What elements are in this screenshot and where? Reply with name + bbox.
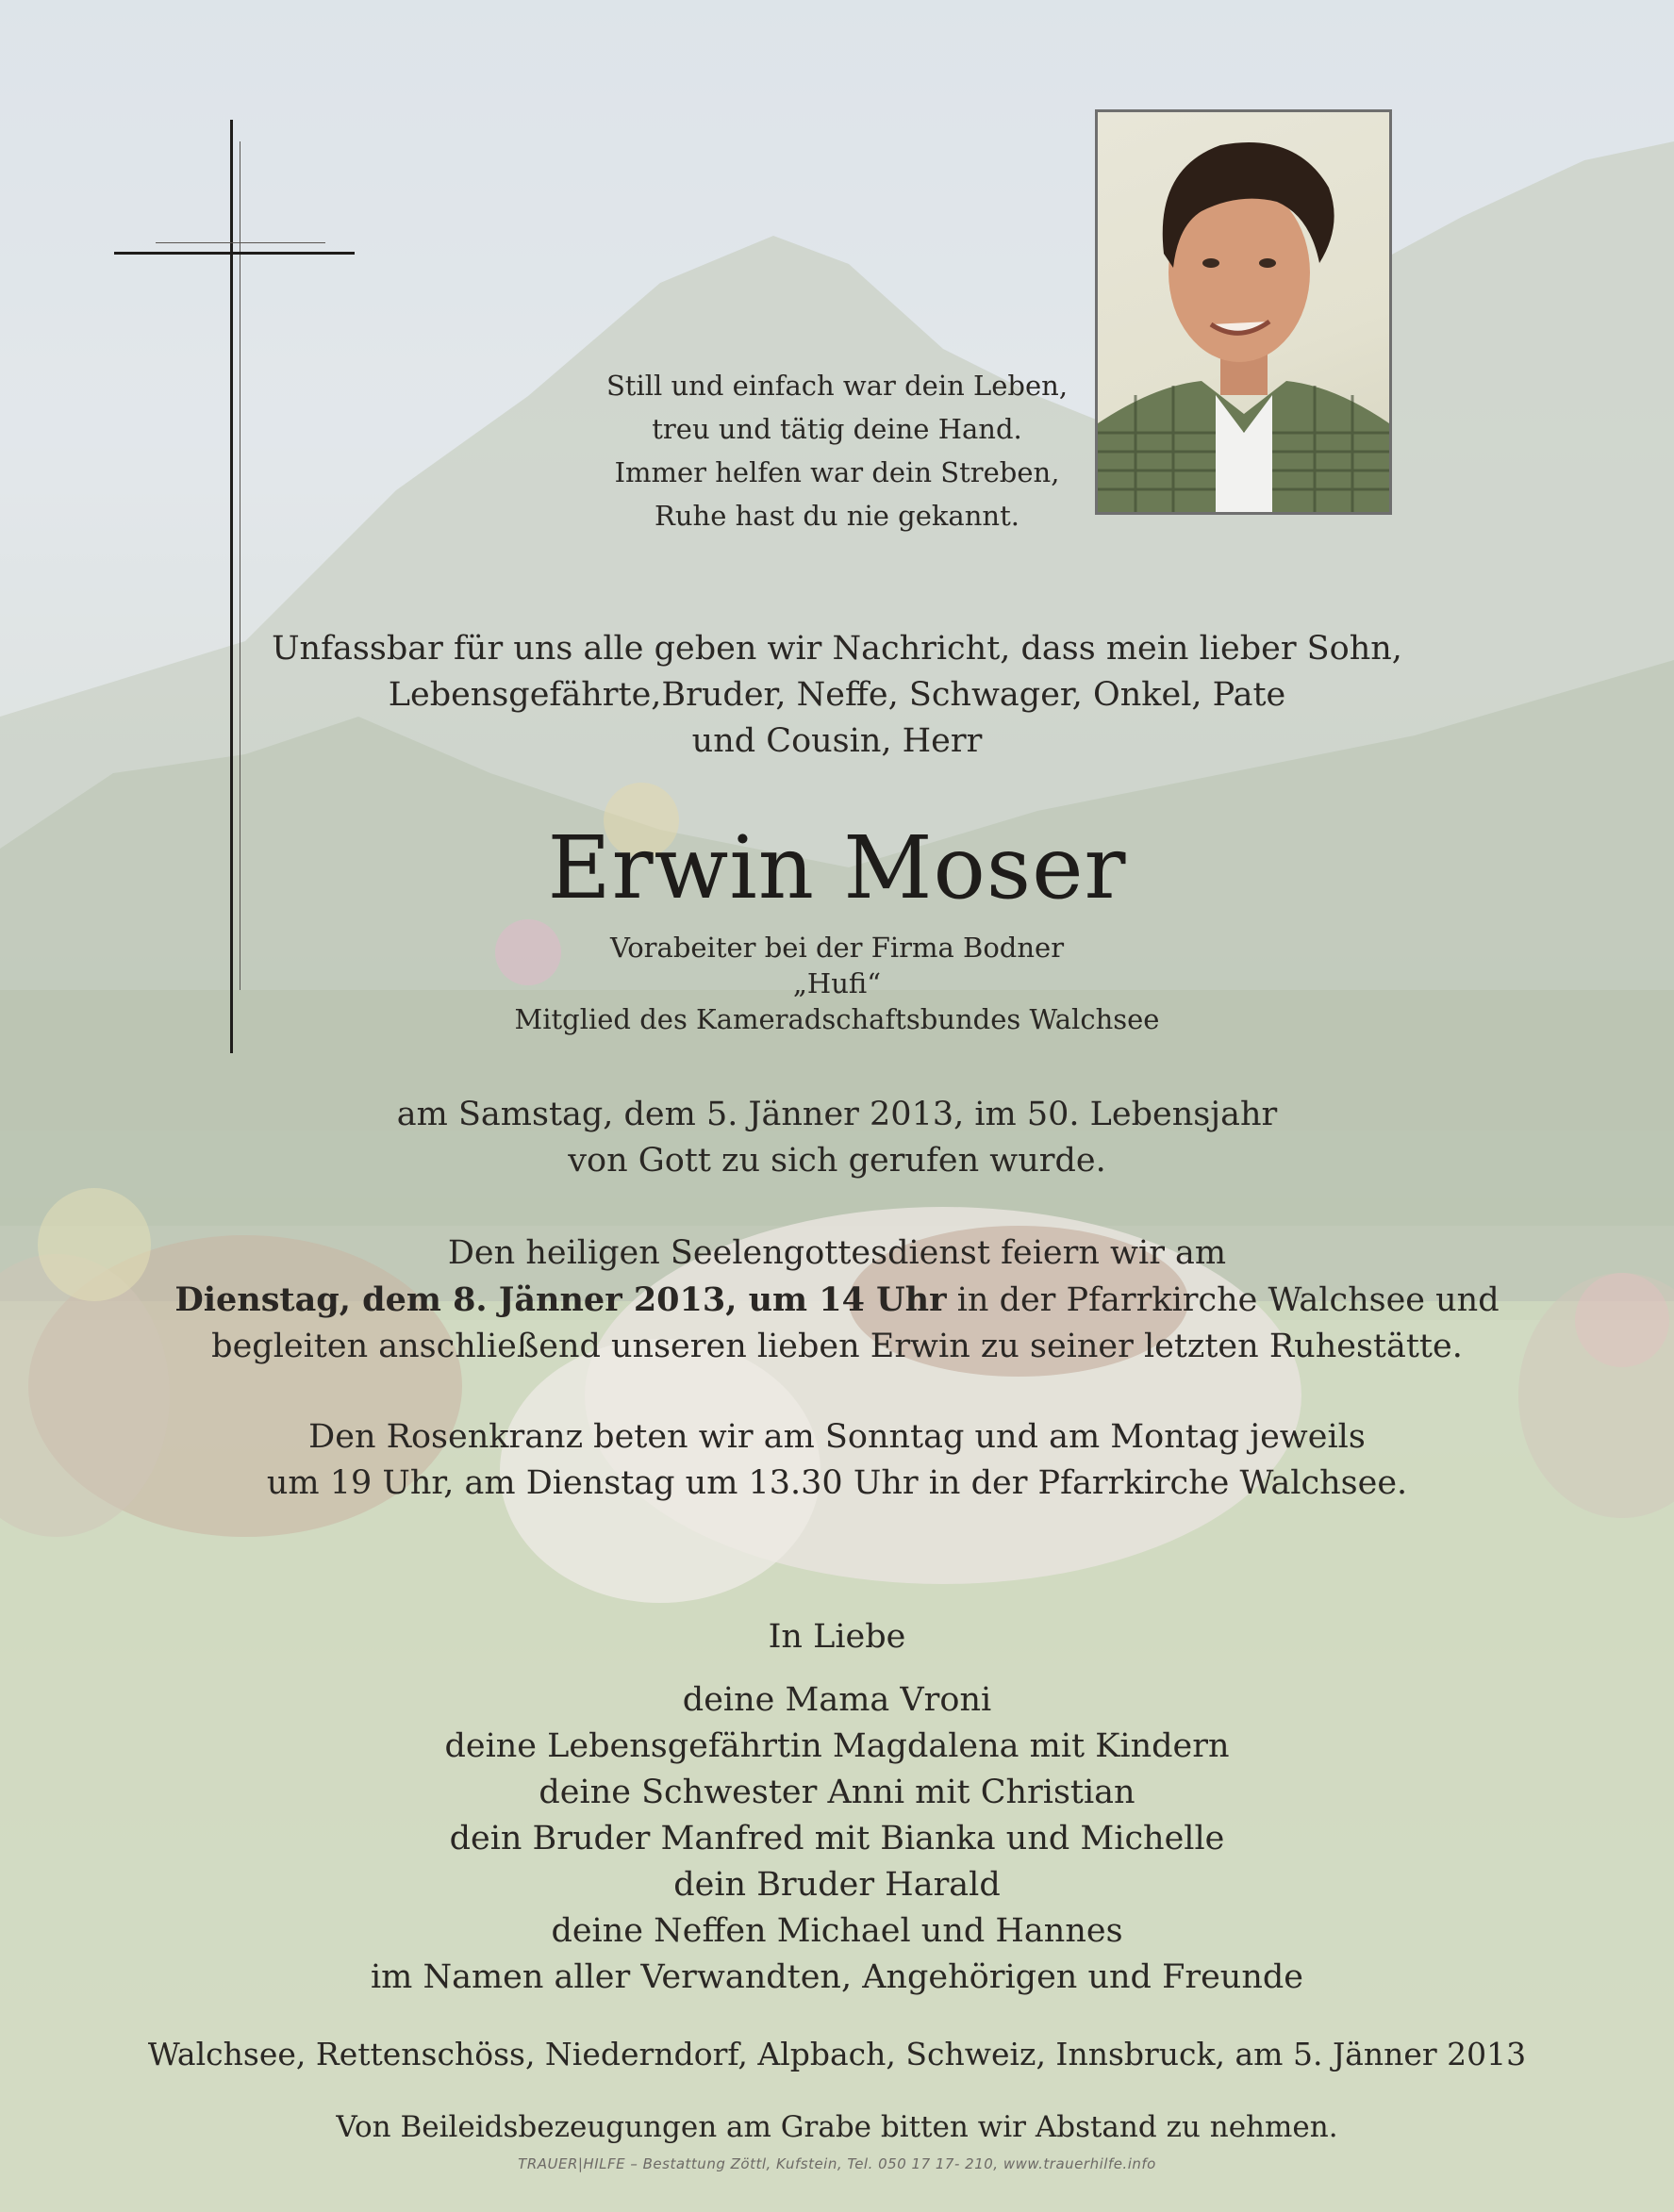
deceased-name: Erwin Moser: [547, 817, 1127, 918]
rosary-notice: [0, 1414, 1674, 1507]
service-line: begleiten anschließend unseren lieben Erwin zu seiner letzten Ruhestätte.: [211, 1328, 1463, 1365]
rosary-line: Den Rosenkranz beten wir am Sonntag und am Montag jeweils: [308, 1418, 1366, 1456]
poem: [0, 364, 1674, 537]
service-line: [0, 1277, 1674, 1324]
intro-line: und Cousin, Herr: [691, 722, 983, 760]
mourners-list: [0, 1677, 1674, 2001]
detail-line: Vorabeiter bei der Firma Bodner: [609, 932, 1065, 964]
deceased-details: [0, 930, 1674, 1037]
mourner-line: deine Neffen Michael und Hannes: [551, 1912, 1123, 1950]
cross-icon-horizontal-thin: [156, 242, 325, 243]
rosary-line: um 19 Uhr, am Dienstag um 13.30 Uhr in der Pfarrkirche Walchsee.: [266, 1464, 1408, 1502]
poem-line: Still und einfach war dein Leben,: [605, 370, 1069, 402]
intro-line: Unfassbar für uns alle geben wir Nachricht, dass mein lieber Sohn,: [272, 630, 1402, 668]
cross-icon-horizontal: [114, 252, 355, 255]
death-line: am Samstag, dem 5. Jänner 2013, im 50. Lebensjahr: [396, 1096, 1278, 1133]
poem-line: Ruhe hast du nie gekannt.: [655, 500, 1019, 532]
signoff: In Liebe: [768, 1618, 906, 1656]
death-notice: [0, 1092, 1674, 1184]
mourner-line: deine Lebensgefährtin Magdalena mit Kindern: [444, 1727, 1230, 1765]
mourner-line: dein Bruder Manfred mit Bianka und Michelle: [449, 1820, 1225, 1857]
poem-line: Immer helfen war dein Streben,: [614, 456, 1060, 488]
mourner-line: dein Bruder Harald: [673, 1866, 1001, 1904]
service-line: Den heiligen Seelengottesdienst feiern wir am: [447, 1234, 1227, 1272]
service-location: in der Pfarrkirche Walchsee und: [946, 1281, 1500, 1319]
funeral-home-credit: TRAUER|HILFE – Bestattung Zöttl, Kufstein, Tel. 050 17 17- 210, www.trauerhilfe.info: [518, 2155, 1156, 2172]
mourner-line: deine Mama Vroni: [682, 1681, 992, 1719]
announcement-intro: [0, 626, 1674, 765]
detail-line: „Hufi“: [792, 967, 882, 999]
intro-line: Lebensgefährte,Bruder, Neffe, Schwager, Onkel, Pate: [388, 676, 1286, 714]
service-datetime: Dienstag, dem 8. Jänner 2013, um 14 Uhr: [174, 1280, 947, 1319]
mourner-line: im Namen aller Verwandten, Angehörigen und Freunde: [370, 1958, 1304, 1996]
funeral-service: [0, 1230, 1674, 1370]
condolence-note: Von Beileidsbezeugungen am Grabe bitten wir Abstand zu nehmen.: [336, 2110, 1338, 2144]
detail-line: Mitglied des Kameradschaftsbundes Walchsee: [514, 1003, 1160, 1035]
mourner-line: deine Schwester Anni mit Christian: [539, 1774, 1135, 1811]
death-line: von Gott zu sich gerufen wurde.: [568, 1142, 1106, 1180]
poem-line: treu und tätig deine Hand.: [652, 413, 1022, 445]
places-and-date: Walchsee, Rettenschöss, Niederndorf, Alpbach, Schweiz, Innsbruck, am 5. Jänner 2013: [147, 2036, 1527, 2072]
